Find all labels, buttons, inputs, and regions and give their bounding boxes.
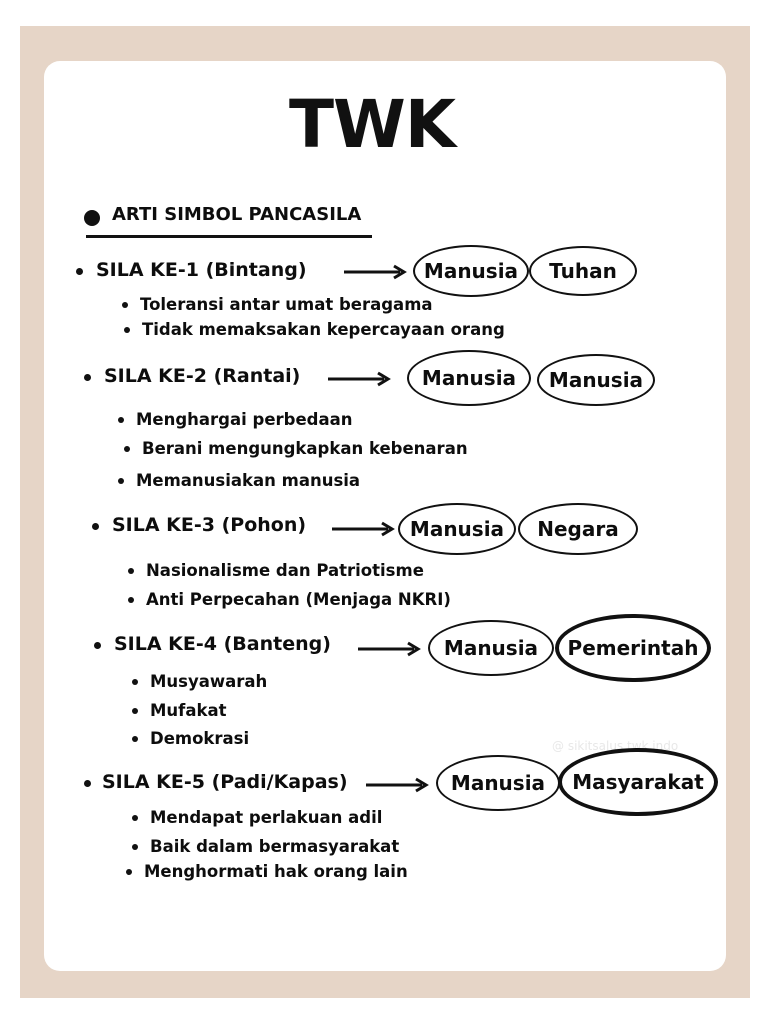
list-item: Menghormati hak orang lain [126, 862, 408, 881]
bullet-icon [132, 679, 138, 685]
bullet-icon [132, 844, 138, 850]
list-item: Toleransi antar umat beragama [122, 295, 433, 314]
list-item: Baik dalam bermasyarakat [132, 837, 399, 856]
list-item: Mufakat [132, 701, 226, 720]
page-title: TWK [289, 86, 455, 163]
sila-1-arrow-icon [344, 264, 410, 280]
list-item: Tidak memaksakan kepercayaan orang [124, 320, 505, 339]
sila-2-arrow-icon [328, 371, 394, 387]
sila-5-bullet [84, 780, 91, 787]
list-item: Musyawarah [132, 672, 267, 691]
section-bullet [84, 210, 100, 226]
list-item: Demokrasi [132, 729, 249, 748]
sila-3-oval-1: Manusia [398, 503, 516, 555]
bullet-icon [122, 302, 128, 308]
watermark: @ sikitsalus.twk.indo [552, 739, 679, 753]
sila-1-label: SILA KE-1 (Bintang) [96, 259, 307, 281]
sila-1-oval-1: Manusia [413, 245, 529, 297]
sila-3-oval-2: Negara [518, 503, 638, 555]
sila-4-bullet [94, 642, 101, 649]
sila-4-oval-2: Pemerintah [555, 614, 711, 682]
list-item: Mendapat perlakuan adil [132, 808, 382, 827]
section-underline [86, 235, 372, 238]
sila-2-label: SILA KE-2 (Rantai) [104, 365, 301, 387]
bullet-icon [132, 708, 138, 714]
bullet-icon [126, 869, 132, 875]
sila-3-label: SILA KE-3 (Pohon) [112, 514, 307, 536]
sila-2-bullet [84, 374, 91, 381]
list-item: Menghargai perbedaan [118, 410, 353, 429]
bullet-icon [118, 417, 124, 423]
list-item: Nasionalisme dan Patriotisme [128, 561, 424, 580]
bullet-icon [118, 478, 124, 484]
sila-5-oval-1: Manusia [436, 755, 560, 811]
list-item: Berani mengungkapkan kebenaran [124, 439, 468, 458]
list-item: Memanusiakan manusia [118, 471, 360, 490]
bullet-icon [132, 736, 138, 742]
sila-4-arrow-icon [358, 641, 424, 657]
sila-5-label: SILA KE-5 (Padi/Kapas) [102, 771, 348, 793]
sila-3-arrow-icon [332, 521, 398, 537]
sila-1-oval-2: Tuhan [529, 246, 637, 296]
sila-1-bullet [76, 268, 83, 275]
sila-2-oval-2: Manusia [537, 354, 655, 406]
bullet-icon [124, 327, 130, 333]
section-heading: ARTI SIMBOL PANCASILA [112, 204, 362, 225]
bullet-icon [124, 446, 130, 452]
sila-3-bullet [92, 523, 99, 530]
list-item: Anti Perpecahan (Menjaga NKRI) [128, 590, 451, 609]
bullet-icon [128, 568, 134, 574]
sila-2-oval-1: Manusia [407, 350, 531, 406]
sila-5-oval-2: Masyarakat [558, 748, 718, 816]
bullet-icon [132, 815, 138, 821]
sila-4-oval-1: Manusia [428, 620, 554, 676]
bullet-icon [128, 597, 134, 603]
sila-5-arrow-icon [366, 777, 432, 793]
sila-4-label: SILA KE-4 (Banteng) [114, 633, 331, 655]
